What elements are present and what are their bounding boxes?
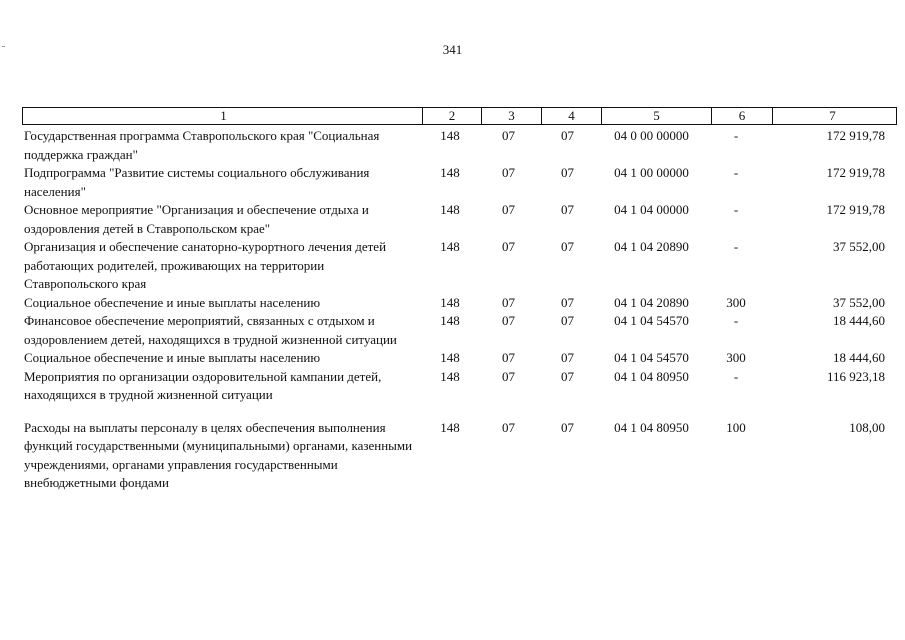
row-col-2: 148 — [440, 165, 460, 180]
row-col-6: 100 — [726, 419, 746, 435]
row-amount: 172 919,78 — [826, 165, 885, 180]
row-col-5: 04 1 04 80950 — [614, 368, 689, 384]
row-col-3: 07 — [502, 202, 515, 217]
row-col-3: 07 — [502, 350, 515, 365]
header-col-6: 6 — [712, 108, 773, 125]
row-col-3: 07 — [502, 294, 515, 310]
row-col-3: 07 — [502, 239, 515, 254]
row-col-4: 07 — [561, 128, 574, 143]
row-col-3: 07 — [502, 128, 515, 143]
row-col-5: 04 0 00 00000 — [614, 128, 689, 143]
row-col-4: 07 — [561, 419, 574, 435]
row-amount: 18 444,60 — [833, 313, 885, 328]
row-col-2: 148 — [440, 368, 460, 384]
row-name: Социальное обеспечение и иные выплаты населению — [24, 350, 321, 365]
row-col-6: - — [733, 239, 739, 254]
row-name: Финансовое обеспечение мероприятий, связанных с отдыхом и оздоровлением детей, находящихся в трудной жизненной ситуации — [24, 313, 397, 347]
header-col-3: 3 — [482, 108, 542, 125]
row-col-3: 07 — [502, 165, 515, 180]
row-col-2: 148 — [440, 313, 460, 328]
header-col-1: 1 — [23, 108, 423, 125]
row-col-6: 300 — [726, 294, 746, 310]
table-header — [22, 107, 897, 125]
row-spacer — [22, 405, 889, 419]
row-name: Основное мероприятие "Организация и обеспечение отдыха и оздоровления детей в Ставропольском крае" — [24, 202, 369, 236]
row-amount: 172 919,78 — [826, 202, 885, 217]
row-col-4: 07 — [561, 165, 574, 180]
row-col-2: 148 — [440, 202, 460, 217]
row-amount: 37 552,00 — [833, 239, 885, 254]
table-row — [22, 294, 889, 313]
row-name: Организация и обеспечение санаторно-курортного лечения детей работающих родителей, проживающих на территории Ставропольского края — [24, 239, 387, 291]
table-row — [22, 312, 889, 349]
budget-table — [22, 127, 889, 493]
row-col-5: 04 1 04 54570 — [614, 350, 689, 365]
row-col-4: 07 — [561, 368, 574, 384]
row-col-6: - — [733, 165, 739, 180]
header-row — [23, 108, 897, 125]
row-amount: 37 552,00 — [833, 294, 885, 310]
row-col-5: 04 1 04 20890 — [614, 294, 689, 310]
header-col-4: 4 — [542, 108, 602, 125]
header-col-5: 5 — [602, 108, 712, 125]
row-col-4: 07 — [561, 313, 574, 328]
row-col-6: - — [733, 368, 739, 384]
row-col-6: - — [733, 202, 739, 217]
row-col-2: 148 — [440, 419, 460, 435]
row-amount: 108,00 — [849, 419, 885, 435]
row-col-6: 300 — [726, 350, 746, 365]
row-col-2: 148 — [440, 239, 460, 254]
row-col-2: 148 — [440, 128, 460, 143]
row-col-4: 07 — [561, 202, 574, 217]
row-name: Мероприятия по организации оздоровительной кампании детей, находящихся в трудной жизненной ситуации — [24, 368, 382, 402]
row-col-3: 07 — [502, 419, 515, 435]
table-row — [22, 127, 889, 164]
row-col-4: 07 — [561, 350, 574, 365]
table-row — [22, 164, 889, 201]
row-name: Подпрограмма "Развитие системы социального обслуживания населения" — [24, 165, 370, 199]
row-col-4: 07 — [561, 239, 574, 254]
table-row — [22, 368, 889, 405]
row-name: Расходы на выплаты персоналу в целях обеспечения выполнения функций государственными (муниципальными) органами, казенными учреждениями, органами управления государственными внебюджетными фондами — [24, 419, 413, 490]
page-number: 341 — [442, 42, 463, 57]
header-col-2: 2 — [423, 108, 482, 125]
table-row — [22, 419, 889, 493]
row-name: Социальное обеспечение и иные выплаты населению — [24, 294, 321, 310]
row-name: Государственная программа Ставропольского края "Социальная поддержка граждан" — [24, 128, 380, 162]
row-amount: 116 923,18 — [826, 368, 885, 384]
row-col-5: 04 1 00 00000 — [614, 165, 689, 180]
table-row — [22, 349, 889, 368]
table-row — [22, 238, 889, 294]
row-col-3: 07 — [502, 313, 515, 328]
table-row — [22, 201, 889, 238]
row-col-4: 07 — [561, 294, 574, 310]
row-col-2: 148 — [440, 294, 460, 310]
row-col-5: 04 1 04 54570 — [614, 313, 689, 328]
row-col-6: - — [733, 313, 739, 328]
row-col-3: 07 — [502, 368, 515, 384]
row-col-2: 148 — [440, 350, 460, 365]
row-amount: 18 444,60 — [833, 350, 885, 365]
row-col-5: 04 1 04 00000 — [614, 202, 689, 217]
row-amount: 172 919,78 — [826, 128, 885, 143]
row-col-5: 04 1 04 20890 — [614, 239, 689, 254]
row-col-6: - — [733, 128, 739, 143]
header-col-7: 7 — [773, 108, 897, 125]
row-col-5: 04 1 04 80950 — [614, 419, 689, 435]
